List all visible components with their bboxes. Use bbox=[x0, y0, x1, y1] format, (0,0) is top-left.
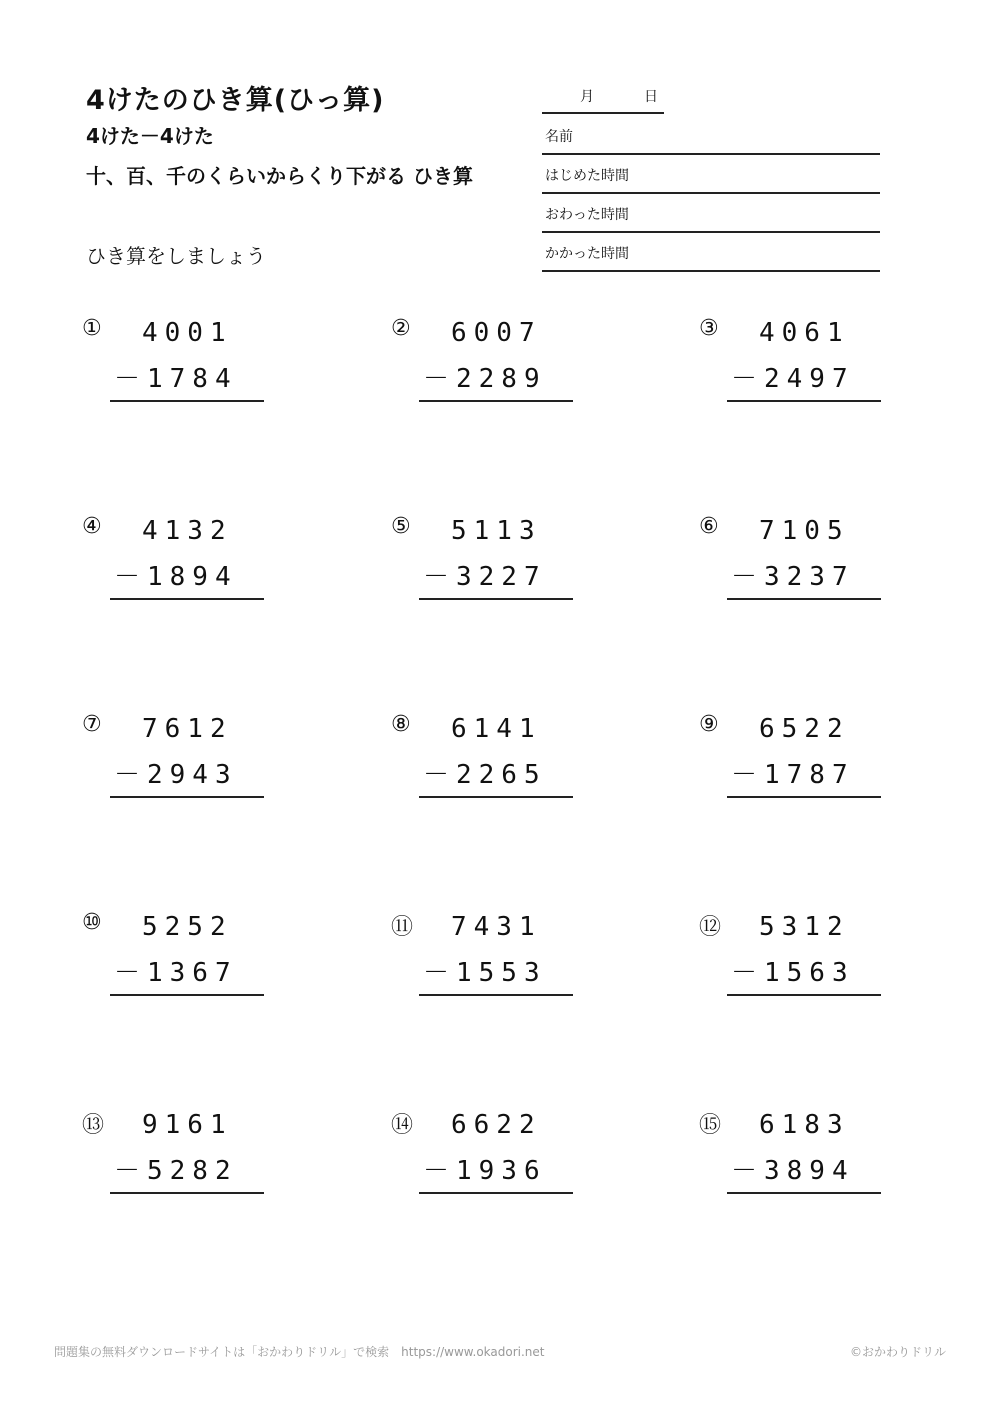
day-label: 日 bbox=[644, 89, 658, 105]
problem-7 bbox=[82, 712, 252, 812]
footer-copyright: ©おかわりドリル bbox=[850, 1345, 947, 1359]
subtrahend: －3894 bbox=[731, 1156, 855, 1186]
subtrahend: －3237 bbox=[731, 562, 855, 592]
minuend: 4061 bbox=[759, 318, 850, 348]
end-time-field[interactable] bbox=[542, 194, 880, 233]
elapsed-time-label: かかった時間 bbox=[545, 246, 629, 262]
start-time-label: はじめた時間 bbox=[545, 168, 629, 184]
problem-5 bbox=[391, 514, 561, 614]
subtrahend: －1936 bbox=[423, 1156, 547, 1186]
problem-number: ⑬ bbox=[82, 1113, 105, 1138]
minuend: 7431 bbox=[451, 912, 542, 942]
problem-number: ⑮ bbox=[699, 1113, 722, 1138]
answer-line[interactable] bbox=[110, 796, 264, 798]
problem-13 bbox=[82, 1108, 252, 1208]
problem-number: ③ bbox=[699, 316, 719, 341]
subtrahend: －2497 bbox=[731, 364, 855, 394]
problem-1 bbox=[82, 316, 252, 416]
problem-10 bbox=[82, 910, 252, 1010]
elapsed-time-field[interactable] bbox=[542, 233, 880, 272]
problem-number: ⑥ bbox=[699, 514, 719, 539]
subtrahend: －2943 bbox=[114, 760, 238, 790]
problem-number: ① bbox=[82, 316, 102, 341]
page-subtitle: 4けた－4けた bbox=[86, 124, 214, 148]
problem-9 bbox=[699, 712, 869, 812]
answer-line[interactable] bbox=[419, 598, 573, 600]
minuend: 6141 bbox=[451, 714, 542, 744]
month-label: 月 bbox=[580, 89, 594, 105]
problem-number: ⑪ bbox=[391, 915, 414, 940]
subtrahend: －2265 bbox=[423, 760, 547, 790]
problem-2 bbox=[391, 316, 561, 416]
footer-site-text: 問題集の無料ダウンロードサイトは「おかわりドリル」で検索 https://www.okadori.net bbox=[54, 1345, 545, 1359]
start-time-field[interactable] bbox=[542, 155, 880, 194]
subtrahend: －5282 bbox=[114, 1156, 238, 1186]
minuend: 4132 bbox=[142, 516, 233, 546]
problem-number: ⑤ bbox=[391, 514, 411, 539]
problem-number: ⑧ bbox=[391, 712, 411, 737]
minuend: 6522 bbox=[759, 714, 850, 744]
problem-6 bbox=[699, 514, 869, 614]
subtrahend: －1784 bbox=[114, 364, 238, 394]
minuend: 7612 bbox=[142, 714, 233, 744]
problem-number: ⑩ bbox=[82, 910, 102, 935]
problem-11 bbox=[391, 910, 561, 1010]
answer-line[interactable] bbox=[110, 598, 264, 600]
answer-line[interactable] bbox=[419, 400, 573, 402]
page-title: 4けたのひき算(ひっ算) bbox=[86, 85, 385, 116]
name-field[interactable] bbox=[542, 116, 880, 155]
answer-line[interactable] bbox=[727, 598, 881, 600]
minuend: 5252 bbox=[142, 912, 233, 942]
answer-line[interactable] bbox=[419, 796, 573, 798]
problem-12 bbox=[699, 910, 869, 1010]
subtrahend: －1787 bbox=[731, 760, 855, 790]
subtrahend: －3227 bbox=[423, 562, 547, 592]
problem-14 bbox=[391, 1108, 561, 1208]
minuend: 5312 bbox=[759, 912, 850, 942]
problem-8 bbox=[391, 712, 561, 812]
answer-line[interactable] bbox=[727, 1192, 881, 1194]
problem-15 bbox=[699, 1108, 869, 1208]
subtrahend: －1367 bbox=[114, 958, 238, 988]
minuend: 6183 bbox=[759, 1110, 850, 1140]
page-subtitle-2: 十、百、千のくらいからくり下がる ひき算 bbox=[86, 164, 473, 188]
answer-line[interactable] bbox=[727, 796, 881, 798]
subtrahend: －1563 bbox=[731, 958, 855, 988]
name-label: 名前 bbox=[545, 129, 573, 145]
problem-number: ⑨ bbox=[699, 712, 719, 737]
subtrahend: －1553 bbox=[423, 958, 547, 988]
problem-4 bbox=[82, 514, 252, 614]
problem-number: ⑫ bbox=[699, 915, 722, 940]
subtrahend: －2289 bbox=[423, 364, 547, 394]
problem-number: ⑦ bbox=[82, 712, 102, 737]
subtrahend: －1894 bbox=[114, 562, 238, 592]
minuend: 6007 bbox=[451, 318, 542, 348]
minuend: 4001 bbox=[142, 318, 233, 348]
end-time-label: おわった時間 bbox=[545, 207, 629, 223]
answer-line[interactable] bbox=[110, 1192, 264, 1194]
date-field[interactable] bbox=[542, 80, 664, 114]
answer-line[interactable] bbox=[110, 400, 264, 402]
answer-line[interactable] bbox=[727, 400, 881, 402]
answer-line[interactable] bbox=[727, 994, 881, 996]
problem-number: ④ bbox=[82, 514, 102, 539]
answer-line[interactable] bbox=[110, 994, 264, 996]
minuend: 9161 bbox=[142, 1110, 233, 1140]
instruction-text: ひき算をしましょう bbox=[86, 244, 266, 268]
minuend: 5113 bbox=[451, 516, 542, 546]
answer-line[interactable] bbox=[419, 994, 573, 996]
answer-line[interactable] bbox=[419, 1192, 573, 1194]
minuend: 6622 bbox=[451, 1110, 542, 1140]
problem-3 bbox=[699, 316, 869, 416]
problem-number: ⑭ bbox=[391, 1113, 414, 1138]
problem-number: ② bbox=[391, 316, 411, 341]
minuend: 7105 bbox=[759, 516, 850, 546]
